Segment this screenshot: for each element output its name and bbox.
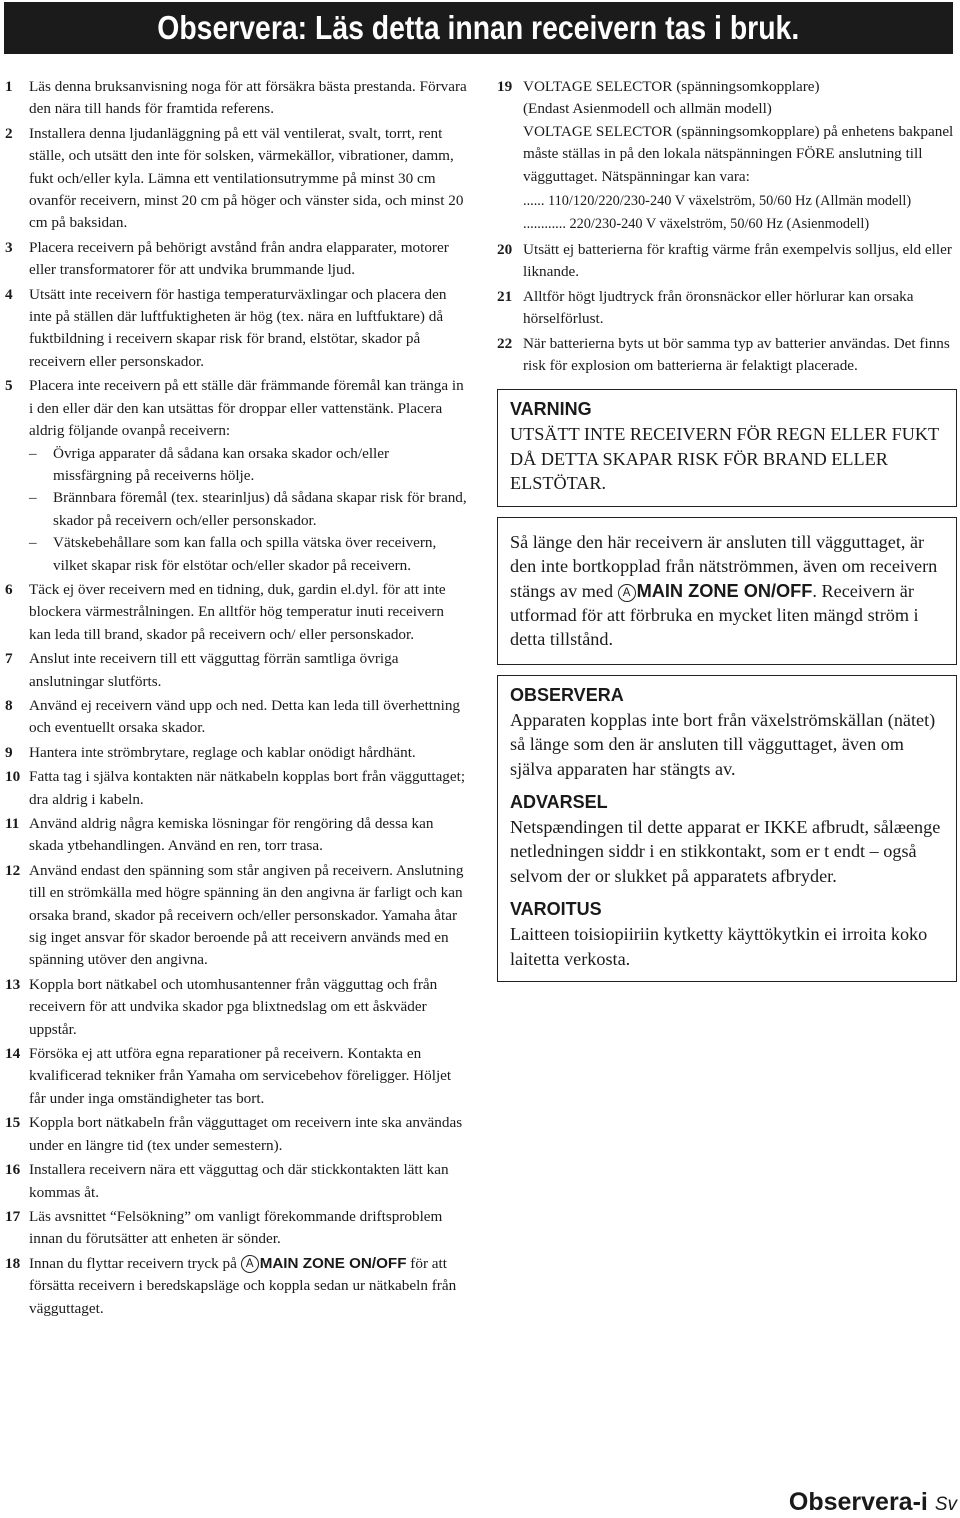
item-text: Placera receivern på behörigt avstånd från andra elapparater, motorer eller transformatorer för att undvika brummande ljud. — [29, 238, 449, 279]
item-number: 5 — [5, 377, 13, 395]
circle-a-icon: A — [241, 1255, 259, 1273]
list-item-9 — [5, 742, 468, 764]
item-text: Placera inte receivern på ett ställe där främmande föremål kan tränga in i den eller där den kan utsättas för droppar eller vattenstänk. Placera aldrig följande ovanpå receivern: — [29, 377, 464, 440]
item-text: Innan du flyttar receivern tryck på — [29, 1254, 241, 1272]
item-number: 1 — [5, 78, 13, 95]
item-number: 16 — [5, 1161, 21, 1179]
list-item-22 — [497, 333, 957, 378]
left-column — [5, 76, 468, 1322]
item-number: 20 — [497, 241, 513, 259]
item-number: 3 — [5, 238, 13, 256]
item-text: Installera receivern nära ett vägguttag och där stickkontakten lätt kan kommas åt. — [29, 1161, 449, 1201]
page-number: Observera-i — [788, 1488, 928, 1516]
standby-box — [497, 517, 957, 665]
item-text: Koppla bort nätkabeln från vägguttaget om receivern inte ska användas under en längre tid (tex under semestern). — [29, 1114, 463, 1154]
warning-body: UTSÄTT INTE RECEIVERN FÖR REGN ELLER FUKT DÅ DETTA SKAPAR RISK FÖR BRAND ELLER ELSTÖTAR. — [510, 424, 939, 494]
list-item-13 — [5, 974, 468, 1041]
item-text: Använd ej receivern vänd upp och ned. Detta kan leda till överhettning och eventuellt orsaka skador. — [29, 696, 461, 737]
list-item-5 — [5, 375, 468, 577]
dash-text: Brännbara föremål (tex. stearinljus) då sådana skapar risk för brand, skador på receivern och/eller personskador. — [53, 489, 467, 529]
voltage-spec: ...... 110/120/220/230-240 V växelström, 50/60 Hz (Allmän modell) — [523, 193, 912, 210]
list-item-1 — [5, 76, 468, 121]
list-item-10 — [5, 766, 468, 811]
list-item-19 — [497, 76, 957, 188]
item-number: 22 — [497, 334, 513, 352]
item-text: Hantera inte strömbrytare, reglage och kablar onödigt hårdhänt. — [29, 743, 416, 761]
item-number: 9 — [5, 743, 13, 761]
dash-item: – Vätskebehållare som kan falla och spilla vätska över receivern, vilket skapar risk för elstötar och/eller skador på receivern. — [29, 532, 468, 577]
item-number: 7 — [5, 650, 13, 668]
item-number: 10 — [5, 768, 21, 786]
item-text: När batterierna byts ut bör samma typ av batterier användas. Det finns risk för explosion om batterierna är felaktigt placerade. — [523, 334, 950, 375]
item-text: Anslut inte receivern till ett vägguttag förrän samtliga övriga anslutningar slutförts. — [29, 650, 399, 690]
item-text: Försöka ej att utföra egna reparationer på receivern. Kontakta en kvalificerad tekniker från Yamaha om servicebehov föreligger. Höljet får under inga omständigheter tas bort. — [29, 1045, 452, 1107]
circle-a-icon: A — [618, 584, 636, 602]
item-text: Läs avsnittet “Felsökning” om vanligt förekommande driftsproblem innan du förutsätter att enheten är sönder. — [29, 1207, 443, 1248]
item-number: 14 — [5, 1045, 21, 1063]
standby-text: . Receivern är utformad för att förbruka en mycket liten mängd ström i detta tillstånd. — [510, 580, 919, 650]
varoitus-title: VAROITUS — [510, 899, 602, 920]
item-text: för att försätta receivern i beredskapsläge och koppla sedan ur nätkabeln från vägguttaget. — [29, 1254, 457, 1317]
dash-text: Övriga apparater då sådana kan orsaka skador och/eller missfärgning på receiverns hölje. — [53, 444, 390, 484]
item-text: Läs denna bruksanvisning noga för att försäkra bästa prestanda. Förvara den nära till hands för framtida referens. — [29, 78, 467, 118]
varoitus-body: Laitteen toisiopiiriin kytketty käyttökytkin ei irroita koko laitetta verkosta. — [510, 924, 928, 969]
list-item-6 — [5, 579, 468, 646]
multilingual-warning-box — [497, 675, 957, 982]
observera-title: OBSERVERA — [510, 684, 624, 705]
main-zone-button-label: MAIN ZONE ON/OFF — [259, 1254, 407, 1272]
list-item-3 — [5, 237, 468, 282]
item-number: 12 — [5, 861, 21, 879]
item-number: 2 — [5, 124, 13, 142]
list-item-7 — [5, 648, 468, 693]
list-item-17 — [5, 1206, 468, 1251]
voltage-spec: ............ 220/230-240 V växelström, 50/60 Hz (Asienmodell) — [523, 216, 870, 233]
dash-item: – Övriga apparater då sådana kan orsaka skador och/eller missfärgning på receiverns hölje. — [29, 443, 468, 488]
dash-item: – Brännbara föremål (tex. stearinljus) då sådana skapar risk för brand, skador på receivern och/eller personskador. — [29, 487, 468, 532]
item-text: Koppla bort nätkabel och utomhusantenner från vägguttag och från receivern för att undvika skador pga blixtnedslag om ett åskväder uppstår. — [29, 975, 438, 1038]
item-number: 6 — [5, 580, 13, 598]
right-column — [497, 76, 957, 992]
main-zone-button-label: MAIN ZONE ON/OFF — [636, 580, 813, 601]
item-text: Alltför högt ljudtryck från öronsnäckor eller hörlurar kan orsaka hörselförlust. — [523, 287, 914, 328]
standby-text: Så länge den här receivern är ansluten till vägguttaget, är den inte bortkopplad från nätströmmen, även om receivern stängs av med — [510, 531, 938, 601]
list-item-15 — [5, 1112, 468, 1157]
item-text: Använd endast den spänning som står angiven på receivern. Anslutning till en strömkälla med högre spänning än den angivna är farligt och kan orsaka brand, skador på receivern och/eller personskador. Yamaha åtar sig inget ansvar för skador beroende på att receivern används med en spänning utöver den angivna. — [29, 861, 464, 969]
item-text: Utsätt inte receivern för hastiga temperaturväxlingar och placera den inte på ställen där luftfuktigheten är hög (tex. nära en luftfuktare) då fuktbildning i receivern skapar risk för brand, elstötar, skador på receivern eller personskador. — [29, 285, 447, 370]
list-item-4 — [5, 284, 468, 374]
advarsel-body: Netspændingen til dette apparat er IKKE afbrudt, sålæenge netledningen siddr i en stikkontakt, som er t endt – også selvom der or slukket på apparatets afbryder. — [510, 816, 941, 886]
page-footer — [789, 1488, 957, 1517]
list-item-12 — [5, 860, 468, 972]
advarsel-title: ADVARSEL — [510, 791, 608, 812]
warning-title: VARNING — [510, 399, 592, 420]
dash-text: Vätskebehållare som kan falla och spilla vätska över receivern, vilket skapar risk för elstötar och/eller skador på receivern. — [53, 534, 437, 574]
list-item-18 — [5, 1253, 468, 1320]
item-text: VOLTAGE SELECTOR (spänningsomkopplare) på enhetens bakpanel måste ställas in på den lokala nätspänningen FÖRE anslutning till vägguttaget. Nätspänningar kan vara: — [523, 122, 954, 185]
item-number: 17 — [5, 1207, 21, 1225]
item-text: (Endast Asienmodell och allmän modell) — [523, 100, 772, 118]
observera-body: Apparaten kopplas inte bort från växelströmskällan (nätet) så länge som den är ansluten till vägguttaget, även om själva apparaten har stängts av. — [510, 709, 936, 779]
item-number: 19 — [497, 78, 513, 95]
page-header — [4, 2, 953, 54]
list-item-11 — [5, 813, 468, 858]
item-text: Installera denna ljudanläggning på ett väl ventilerat, svalt, torrt, rent ställe, och utsätt den inte för solsken, värmekällor, vibrationer, damm, fukt och/eller kyla. Lämna ett ventilationsutrymme på minst 30 cm ovanför receivern, minst 20 cm på höger och vänster sida, och minst 20 cm på baksidan. — [29, 124, 464, 232]
list-item-21 — [497, 286, 957, 331]
list-item-2 — [5, 123, 468, 235]
item-number: 11 — [5, 815, 20, 832]
list-item-8 — [5, 695, 468, 740]
language-code: Sv — [934, 1494, 957, 1515]
list-item-14 — [5, 1043, 468, 1110]
item-number: 18 — [5, 1254, 21, 1272]
list-item-16 — [5, 1159, 468, 1204]
item-number: 15 — [5, 1114, 21, 1132]
item-number: 21 — [497, 287, 513, 305]
item-text: Utsätt ej batterierna för kraftig värme från exempelvis solljus, eld eller liknande. — [523, 241, 952, 281]
item-text: Täck ej över receivern med en tidning, duk, gardin el.dyl. för att inte blockera värmestrålningen. En alltför hög temperatur inuti receivern kan leda till brand, skador på receivern och/ eller personskador. — [29, 580, 446, 643]
item-text: Använd aldrig några kemiska lösningar för rengöring då dessa kan skada ytbehandlingen. Använd en ren, torr trasa. — [29, 815, 434, 855]
page-title: Observera: Läs detta innan receivern tas i bruk. — [157, 9, 800, 46]
item-number: 4 — [5, 285, 13, 303]
item-text: Fatta tag i själva kontakten när nätkabeln kopplas bort från vägguttaget; dra aldrig i kabeln. — [29, 768, 466, 808]
item-number: 8 — [5, 696, 13, 714]
item-number: 13 — [5, 975, 21, 993]
list-item-20 — [497, 239, 957, 284]
item-text: VOLTAGE SELECTOR (spänningsomkopplare) — [523, 78, 820, 95]
warning-box — [497, 389, 957, 506]
